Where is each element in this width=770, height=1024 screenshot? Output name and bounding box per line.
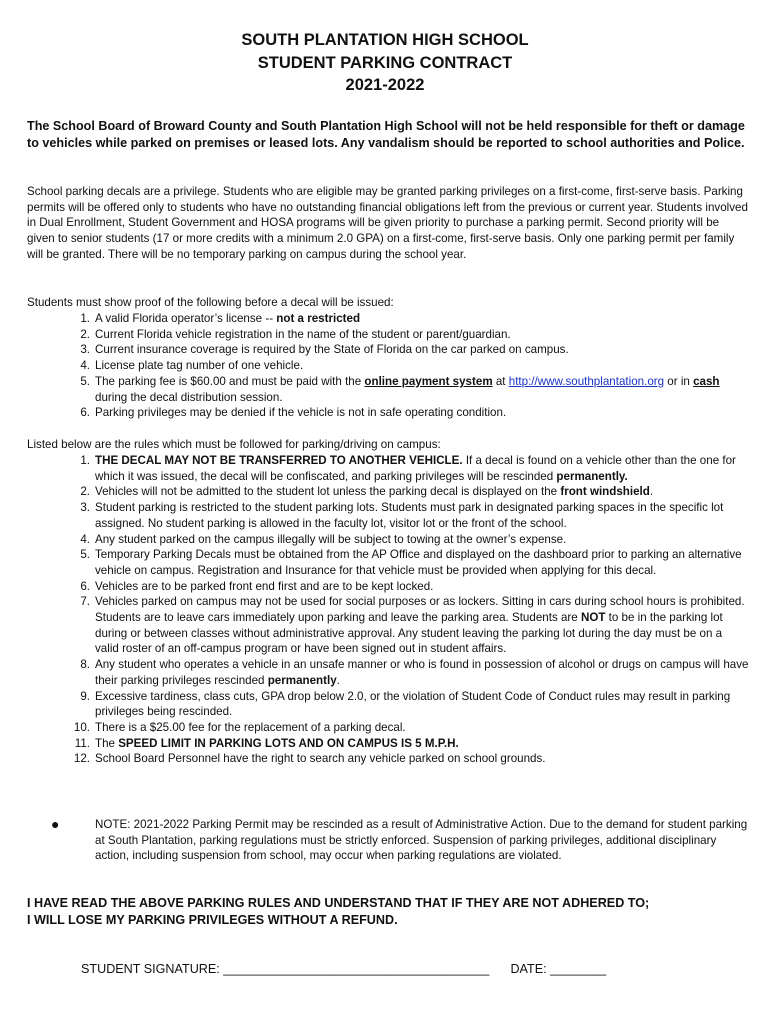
list-item: 2. Current Florida vehicle registration in the name of the student or parent/guardian. bbox=[80, 327, 511, 341]
acknowledgement-line-1: I HAVE READ THE ABOVE PARKING RULES AND UNDERSTAND THAT IF THEY ARE NOT ADHERED TO; bbox=[27, 896, 650, 910]
list-item: 10. There is a $25.00 fee for the replacement of a parking decal. bbox=[73, 720, 406, 734]
list-item: 1. THE DECAL MAY NOT BE TRANSFERRED TO ANOTHER VEHICLE. If a decal is found on a vehicle other than the one for which it was issued, the decal will be confiscated, and parking privileges will be rescinded permanently. bbox=[80, 454, 736, 483]
list-item: 3. Student parking is restricted to the student parking lots. Students must park in designated parking spaces in the specific lot assigned. No student parking is allowed in the faculty lot, visitor lot or the front of the school. bbox=[80, 501, 724, 530]
list-item: 5. Temporary Parking Decals must be obtained from the AP Office and displayed on the dashboard prior to parking an alternative vehicle on campus. Registration and Insurance for that vehicle must be provided when applying for this decal. bbox=[80, 548, 742, 577]
rules-list bbox=[27, 453, 749, 767]
list-item: 4. License plate tag number of one vehicle. bbox=[80, 359, 304, 373]
list-item: 6. Parking privileges may be denied if the vehicle is not in safe operating condition. bbox=[80, 406, 507, 420]
rules-lead: Listed below are the rules which must be followed for parking/driving on campus: bbox=[27, 438, 441, 451]
online-payment-emphasis: online payment system bbox=[364, 374, 493, 388]
list-item: 8. Any student who operates a vehicle in an unsafe manner or who is found in possession of alcohol or drugs on campus will have their parking privileges rescinded permanently. bbox=[80, 658, 749, 687]
bullet-icon: ● bbox=[51, 816, 60, 832]
acknowledgement bbox=[27, 895, 749, 929]
student-signature-field[interactable]: ______________________________________ bbox=[223, 962, 490, 976]
proof-list bbox=[27, 311, 749, 421]
note-text: NOTE: 2021-2022 Parking Permit may be rescinded as a result of Administrative Action. Due to the demand for student parking at South Plantation, parking regulations must be strictly enforced. Suspension of parking privileges, additional disciplinary action, including suspension from school, may occur when parking regulations are violated. bbox=[95, 818, 748, 863]
list-item: 9. Excessive tardiness, class cuts, GPA drop below 2.0, or the violation of Student Code of Conduct rules may result in parking privileges being rescinded. bbox=[80, 689, 731, 719]
intro-paragraph: School parking decals are a privilege. Students who are eligible may be granted parking privileges on a first-come, first-serve basis. Parking permits will be offered only to students who have no outstanding financial obligations left from the previous or current year. Students involved in Dual Enrollment, Student Government and HOSA programs will be given priority to purchase a parking permit. Second priority will be given to senior students (17 or more credits with a minimum 2.0 GPA) on a first-come, first-serve basis. Only one parking permit per family will be granted. There will be no temporary parking on campus during the school year. bbox=[27, 185, 748, 261]
list-item: 1. A valid Florida operator’s license -- not a restricted bbox=[80, 312, 361, 325]
list-item: 4. Any student parked on the campus illegally will be subject to towing at the owner’s expense. bbox=[80, 532, 567, 546]
liability-disclaimer: The School Board of Broward County and South Plantation High School will not be held responsible for theft or damage to vehicles while parked on premises or leased lots. Any vandalism should be reported to school authorities and Police. bbox=[27, 119, 745, 150]
student-signature-label: STUDENT SIGNATURE: bbox=[81, 962, 220, 976]
signature-row bbox=[81, 961, 741, 978]
list-item: 3. Current insurance coverage is required by the State of Florida on the car parked on campus. bbox=[80, 343, 569, 357]
proof-lead: Students must show proof of the following before a decal will be issued: bbox=[27, 296, 394, 309]
administrative-note bbox=[27, 817, 749, 864]
school-website-link[interactable]: http://www.southplantation.org bbox=[508, 374, 665, 388]
cash-emphasis: cash bbox=[693, 374, 720, 388]
document-title bbox=[0, 29, 770, 97]
list-item: 12. School Board Personnel have the right to search any vehicle parked on school grounds. bbox=[73, 752, 546, 766]
list-item: 11. The SPEED LIMIT IN PARKING LOTS AND ON CAMPUS IS 5 M.P.H. bbox=[74, 736, 459, 750]
acknowledgement-line-2: I WILL LOSE MY PARKING PRIVILEGES WITHOUT A REFUND. bbox=[27, 913, 398, 927]
school-year: 2021-2022 bbox=[345, 76, 425, 94]
list-item: 6. Vehicles are to be parked front end first and are to be kept locked. bbox=[80, 579, 434, 593]
list-item: 2. Vehicles will not be admitted to the student lot unless the parking decal is displayed on the front windshield. bbox=[80, 485, 654, 499]
school-name: SOUTH PLANTATION HIGH SCHOOL bbox=[241, 31, 529, 49]
list-item: 5. The parking fee is $60.00 and must be paid with the online payment system at http://www.southplantation.org or in cash during the decal distribution session. bbox=[80, 374, 720, 404]
date-field[interactable]: ________ bbox=[550, 962, 607, 976]
date-label: DATE: bbox=[510, 962, 547, 976]
list-item: 7. Vehicles parked on campus may not be used for social purposes or as lockers. Sitting in cars during school hours is prohibited. Students are to leave cars immediately upon parking and leave the parking area. Students are NOT to be in the parking lot during or between classes without administrative approval. Any student leaving the parking lot during the day must be on a valid roster of an off-campus program or have been signed out in student affairs. bbox=[80, 595, 745, 656]
contract-name: STUDENT PARKING CONTRACT bbox=[257, 53, 513, 72]
